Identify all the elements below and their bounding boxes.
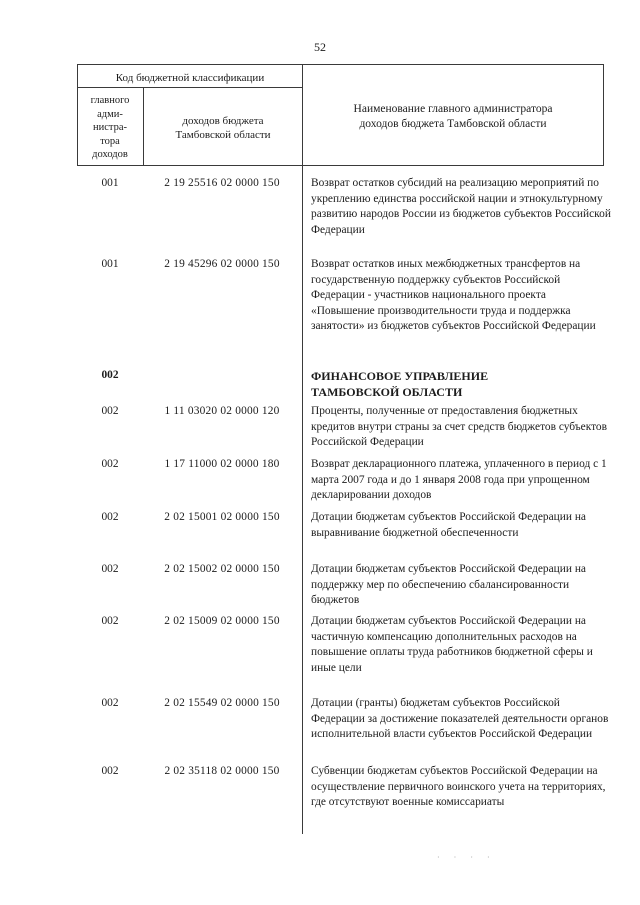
revenue-name: Дотации бюджетам субъектов Российской Федерации на выравнивание бюджетной обеспеченности bbox=[311, 511, 586, 539]
table-right-border bbox=[603, 64, 604, 166]
revenue-name: Возврат остатков субсидий на реализацию мероприятий по укреплению единства российской нации и этнокультурному развитию народов России из бюджетов субъектов Российской Федерации bbox=[311, 177, 611, 236]
revenue-code: 2 02 15001 02 0000 150 bbox=[164, 511, 280, 523]
admin-code: 002 bbox=[101, 511, 119, 523]
admin-code: 001 bbox=[101, 177, 119, 189]
admin-code: 002 bbox=[101, 697, 119, 709]
revenue-code: 2 02 35118 02 0000 150 bbox=[164, 765, 280, 777]
admin-code: 001 bbox=[101, 258, 119, 270]
revenue-name: Возврат декларационного платежа, уплаченного в период с 1 марта 2007 года и до 1 января 2008 года при упрощенном декларировании доходов bbox=[311, 458, 607, 501]
classification-header-divider bbox=[77, 87, 303, 88]
admin-code: 002 bbox=[101, 369, 119, 381]
classification-code-header: Код бюджетной классификации bbox=[115, 72, 265, 84]
revenue-code: 2 02 15009 02 0000 150 bbox=[164, 615, 280, 627]
table-top-border bbox=[77, 64, 604, 65]
admin-column-header: главного адми- нистра- тора доходов bbox=[90, 95, 130, 160]
revenue-column-header: доходов бюджета Тамбовской области bbox=[175, 115, 271, 141]
revenue-name: Возврат остатков иных межбюджетных трансфертов на государственную поддержку субъектов Российской Федерации - участников национального проекта «Повышение производительности труда и поддержка занятости» из бюджетов субъектов Российской Федерации bbox=[311, 258, 596, 332]
revenue-name: Дотации бюджетам субъектов Российской Федерации на частичную компенсацию дополнительных расходов на повышение оплаты труда работников бюджетной сферы и иные цели bbox=[311, 615, 593, 674]
admin-code: 002 bbox=[101, 765, 119, 777]
code-name-column-divider bbox=[302, 64, 303, 834]
admin-code: 002 bbox=[101, 563, 119, 575]
revenue-name: Проценты, полученные от предоставления бюджетных кредитов внутри страны за счет средств бюджетов субъектов Российской Федерации bbox=[311, 405, 608, 448]
revenue-name: Дотации бюджетам субъектов Российской Федерации на поддержку мер по обеспечению сбалансированности бюджетов bbox=[311, 563, 586, 606]
revenue-code: 1 11 03020 02 0000 120 bbox=[164, 405, 280, 417]
revenue-name: Субвенции бюджетам субъектов Российской Федерации на осуществление первичного воинского учета на территориях, где отсутствуют военные комиссариаты bbox=[311, 765, 606, 808]
revenue-code: 2 19 45296 02 0000 150 bbox=[164, 258, 280, 270]
admin-code: 002 bbox=[101, 458, 119, 470]
admin-code: 002 bbox=[101, 405, 119, 417]
scan-specks: · · · · bbox=[437, 853, 496, 862]
admin-code: 002 bbox=[101, 615, 119, 627]
revenue-code: 2 19 25516 02 0000 150 bbox=[164, 177, 280, 189]
name-column-header: Наименование главного администратора доходов бюджета Тамбовской области bbox=[353, 103, 553, 130]
revenue-code: 2 02 15549 02 0000 150 bbox=[164, 697, 280, 709]
revenue-name: Дотации (гранты) бюджетам субъектов Российской Федерации за достижение показателей деятельности органов исполнительной власти субъектов Российской Федерации bbox=[311, 697, 609, 740]
revenue-code: 1 17 11000 02 0000 180 bbox=[164, 458, 280, 470]
header-bottom-border bbox=[77, 165, 604, 166]
page-number: 52 bbox=[314, 40, 326, 54]
administrator-heading: ФИНАНСОВОЕ УПРАВЛЕНИЕ ТАМБОВСКОЙ ОБЛАСТИ bbox=[311, 369, 489, 399]
revenue-code: 2 02 15002 02 0000 150 bbox=[164, 563, 280, 575]
